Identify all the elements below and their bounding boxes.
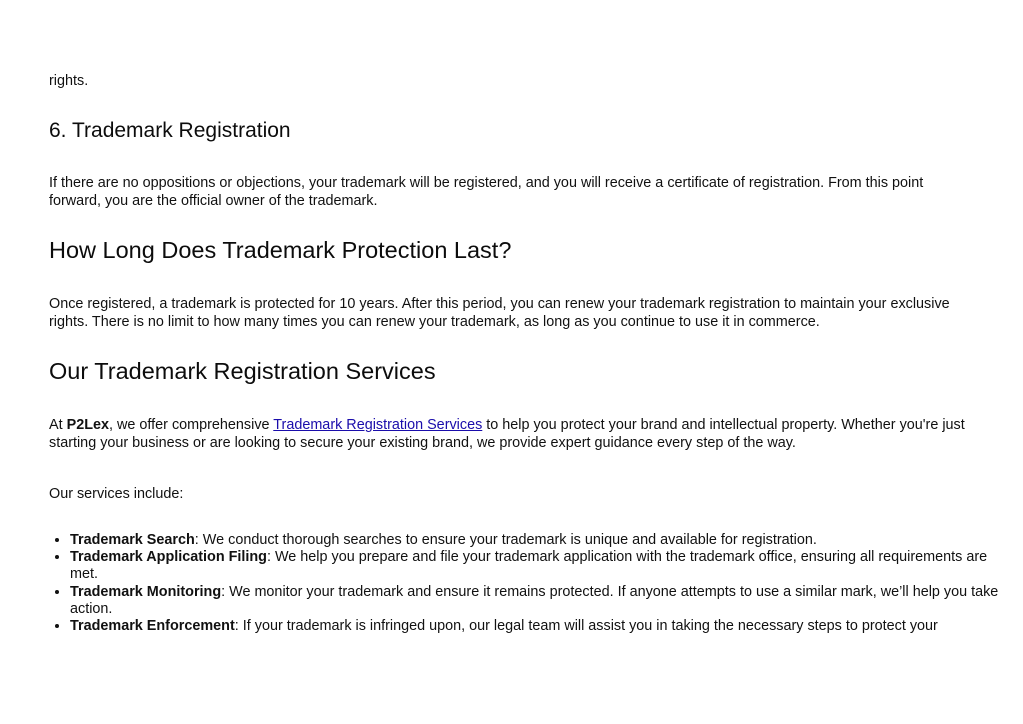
list-item-text: : If your trademark is infringed upon, our legal team will assist you in taking the necessary steps to protect your [234, 618, 938, 635]
list-item-title: Trademark Application Filing [70, 549, 267, 566]
trademark-services-link[interactable]: Trademark Registration Services [273, 417, 483, 433]
duration-heading: How Long Does Trademark Protection Last? [49, 237, 512, 263]
services-include-label: Our services include: [49, 486, 184, 502]
services-para-prefix: At [49, 417, 67, 433]
list-item [70, 549, 1000, 583]
intro-tail-text: rights. [49, 73, 89, 89]
services-heading: Our Trademark Registration Services [49, 358, 436, 384]
services-para-mid: , we offer comprehensive [109, 417, 274, 433]
list-item-title: Trademark Enforcement [70, 618, 235, 635]
services-para-suffix: to help you protect your brand and intellectual property. Whether you're just starting your business or are looking to secure your existing brand, we provide expert guidance every step of the way. [49, 417, 965, 451]
list-item-title: Trademark Search [70, 532, 195, 548]
list-item-text: : We help you prepare and file your trademark application with the trademark office, ensuring all requirements are met. [70, 549, 988, 583]
list-item [70, 618, 1000, 635]
list-item [70, 532, 1000, 549]
company-name: P2Lex [66, 417, 110, 433]
list-item-title: Trademark Monitoring [70, 583, 222, 600]
services-paragraph [49, 417, 979, 452]
registration-heading: 6. Trademark Registration [49, 119, 291, 142]
registration-paragraph: If there are no oppositions or objections, your trademark will be registered, and you will receive a certificate of registration. From this point forward, you are the official owner of the trademark. [49, 175, 924, 209]
list-item [70, 584, 1000, 618]
duration-paragraph: Once registered, a trademark is protected for 10 years. After this period, you can renew your trademark registration to maintain your exclusive rights. There is no limit to how many times you can renew your trademark, as long as you continue to use it in commerce. [49, 296, 950, 330]
list-item-text: : We monitor your trademark and ensure it remains protected. If anyone attempts to use a similar mark, we’ll help you take action. [70, 583, 999, 617]
services-list [49, 532, 1000, 635]
list-item-text: : We conduct thorough searches to ensure your trademark is unique and available for registration. [194, 532, 817, 548]
